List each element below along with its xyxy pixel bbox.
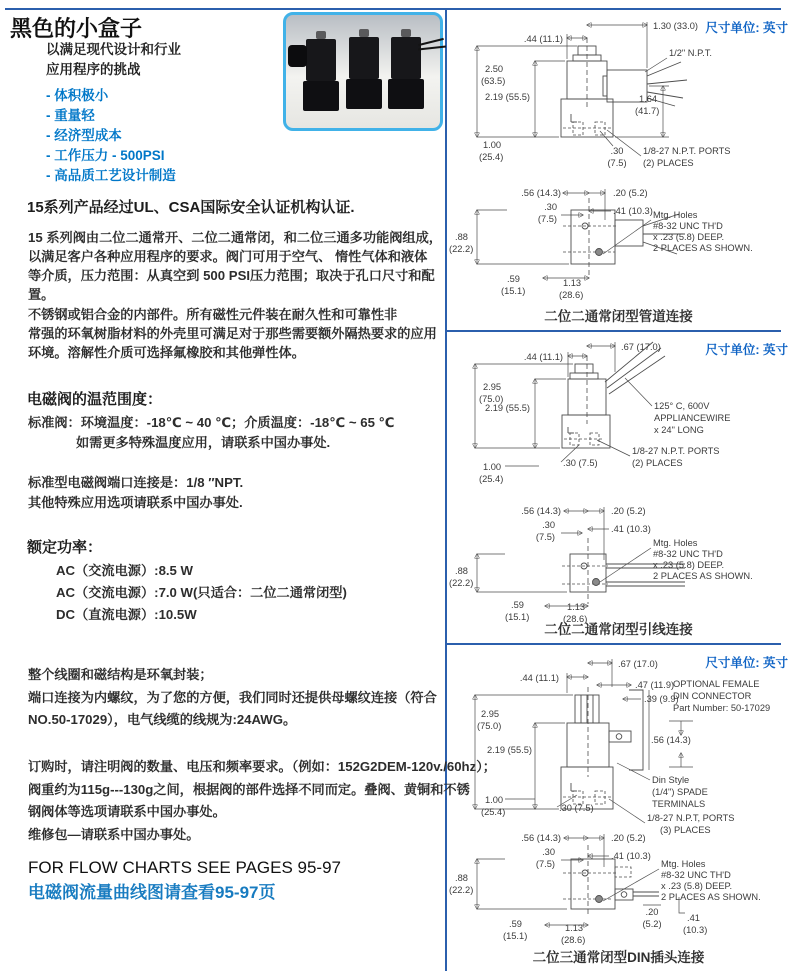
valve-nipple (316, 31, 326, 39)
feature-item: - 重量轻 (46, 108, 95, 123)
ports-note: (2) PLACES (632, 458, 683, 468)
spade-note: (1/4") SPADE (652, 787, 708, 797)
dim-label: (75.0) (479, 394, 504, 404)
epoxy-paragraph (28, 664, 437, 732)
feature-item: - 经济型成本 (46, 128, 122, 143)
certification-heading: 15系列产品经过UL、CSA国际安全认证机构认证. (27, 199, 355, 216)
side-view-dimensions (477, 21, 731, 168)
dim-label: .59 (507, 274, 520, 284)
dim-label: (28.6) (563, 614, 588, 624)
dim-label: 2.19 (55.5) (485, 403, 530, 413)
dim-label: .41 (10.3) (611, 524, 651, 534)
paragraph-line: NO.50-17029），电气线缆的线规为:24AWG。 (28, 712, 297, 727)
spade-note: TERMINALS (652, 799, 706, 809)
dim-label: (25.4) (481, 807, 506, 817)
mtg-note: 2 PLACES AS SHOWN. (661, 892, 761, 902)
dim-label: 2.50 (485, 64, 504, 74)
dim-label: .39 (9.9) (644, 694, 679, 704)
dim-label: .30 (7.5) (559, 803, 594, 813)
intro-paragraph (28, 228, 442, 304)
dim-label: .88 (455, 873, 468, 883)
dim-label: .30 (542, 520, 555, 530)
dim-label: 2.19 (55.5) (487, 745, 532, 755)
dim-label: (5.2) (642, 919, 662, 929)
valve-left (303, 31, 339, 115)
dim-label: 2.95 (483, 382, 502, 392)
dim-label: .41 (10.3) (613, 206, 653, 216)
dim-label: .47 (11.9) (635, 680, 675, 690)
side-view-dimensions (475, 659, 770, 835)
bottom-view-dimensions (449, 188, 753, 300)
dim-label: .30 (610, 146, 624, 156)
valve-side-view (561, 687, 649, 809)
subtitle-line: 应用程序的挑战 (46, 62, 141, 77)
dim-label: 1.13 (565, 923, 584, 933)
temperature-line-2: 如需更多特殊温度应用，请联系中国办事处. (76, 435, 331, 450)
paragraph-line: 15 系列阀由二位二通常开、二位二通常闭，和二位三通多功能阀组成， (28, 230, 442, 245)
dim-label: 1.13 (563, 278, 582, 288)
dim-label: .88 (455, 566, 468, 576)
mtg-note: #8-32 UNC TH'D (661, 870, 731, 880)
valve-base (303, 81, 339, 111)
dim-label: 1.13 (567, 602, 586, 612)
dim-label: (7.5) (607, 158, 627, 168)
drawing-caption: 二位二通常闭型引线连接 (544, 622, 693, 637)
wire-note: x 24" LONG (654, 425, 704, 435)
paragraph-line: 端口连接为内螺纹，为了您的方便，我们同时还提供母螺纹连接（符合 (28, 689, 437, 705)
mtg-note: #8-32 UNC TH'D (653, 549, 723, 559)
mtg-note: #8-32 UNC TH'D (653, 221, 723, 231)
dim-label: (7.5) (535, 859, 555, 869)
dim-label: .20 (5.2) (611, 833, 646, 843)
power-line: AC（交流电源）:7.0 W(只适合：二位二通常闭型) (56, 585, 347, 600)
temperature-line-1: 标准阀：环境温度：-18℃ ~ 40 ℃；介质温度：-18℃ ~ 65 ℃ (28, 415, 395, 430)
dim-label: .67 (17.0) (621, 342, 661, 352)
dim-label: .44 (11.1) (519, 673, 559, 683)
dim-label: .20 (645, 907, 659, 917)
valve-wire (418, 38, 444, 46)
ports-note: 1/8-27 N.P.T. PORTS (643, 146, 731, 156)
drawing-pipe-connection (447, 10, 800, 330)
flow-charts-note-zh: 电磁阀流量曲线图请查看95-97页 (28, 883, 276, 902)
drawing-din-connection (447, 645, 800, 971)
dim-label: .30 (542, 847, 555, 857)
unit-label: 尺寸单位: 英寸 (705, 21, 788, 35)
dim-label: .41 (687, 913, 700, 923)
valve-nipple (401, 29, 411, 37)
ports-note: (3) PLACES (660, 825, 711, 835)
drawing-2-art (447, 332, 797, 624)
paragraph-line: 整个线圈和磁结构是环氧封装； (28, 667, 213, 682)
power-line: AC（交流电源）:8.5 W (56, 563, 194, 578)
dim-label: .44 (11.1) (523, 34, 563, 44)
mtg-note: 2 PLACES AS SHOWN. (653, 571, 753, 581)
dim-label: .30 (7.5) (563, 458, 598, 468)
ordering-paragraph (28, 756, 496, 846)
dim-label: (25.4) (479, 152, 504, 162)
temperature-heading: 电磁阀的温范围度： (27, 391, 163, 408)
mtg-note: x .23 (5.8) DEEP. (653, 232, 725, 242)
subtitle-line: 以满足现代设计和行业 (46, 42, 181, 57)
paragraph-line: 钢阀体等选项请联系中国办事处。 (28, 804, 226, 819)
dim-label: 1.00 (483, 462, 502, 472)
mtg-note: x .23 (5.8) DEEP. (653, 560, 725, 570)
dim-label: (75.0) (477, 721, 502, 731)
bottom-view-dimensions (449, 506, 753, 624)
spade-note: Din Style (652, 775, 690, 785)
mtg-note: x .23 (5.8) DEEP. (661, 881, 733, 891)
dim-label: .20 (5.2) (611, 506, 646, 516)
dim-label: .56 (14.3) (521, 506, 561, 516)
drawing-caption: 二位三通常闭型DIN插头连接 (532, 950, 705, 965)
drawing-1-art (447, 10, 797, 308)
power-line: DC（直流电源）:10.5W (56, 607, 197, 622)
unit-label: 尺寸单位: 英寸 (705, 343, 788, 357)
page-subtitle (46, 40, 181, 80)
valve-wire (418, 46, 446, 51)
paragraph-line: 不锈钢或铝合金的内部件。所有磁性元件装在耐久性和可靠性非 (28, 307, 398, 322)
unit-label: 尺寸单位: 英寸 (705, 656, 788, 670)
dim-label: (63.5) (481, 76, 506, 86)
dim-label: (10.3) (683, 925, 708, 935)
valve-coil (349, 37, 379, 79)
wire-note: APPLIANCEWIRE (654, 413, 731, 423)
dim-label: .88 (455, 232, 468, 242)
drawing-wire-connection (447, 332, 800, 643)
dim-label: 2.95 (481, 709, 500, 719)
paragraph-line: 阀重约为115g---130g之间，根据阀的部件选择不同而定。叠阀、黄铜和不锈 (28, 781, 470, 797)
materials-paragraph (28, 305, 437, 362)
paragraph-line: 常强的环氧树脂材料的外壳里可满足对于那些需要额外隔热要求的应用 (28, 326, 437, 341)
dim-label: 1.00 (483, 140, 502, 150)
valve-base (346, 79, 382, 109)
feature-item: - 工作压力 - 500PSI (46, 148, 165, 163)
drawing-3-art (447, 645, 797, 945)
paragraph-line: 环境。溶解性介质可选择氟橡胶和其他弹性体。 (28, 345, 305, 360)
valve-side-view (562, 342, 665, 448)
valve-right (388, 29, 424, 113)
dim-label: .59 (511, 600, 524, 610)
dim-label: 1/2" N.P.T. (669, 48, 712, 58)
feature-list (46, 86, 176, 186)
din-note: DIN CONNECTOR (673, 691, 752, 701)
dim-label: 1.64 (639, 94, 658, 104)
dim-label: 1.30 (33.0) (653, 21, 698, 31)
dim-label: (25.4) (479, 474, 504, 484)
ports-note: (2) PLACES (643, 158, 694, 168)
dim-label: (7.5) (535, 532, 555, 542)
dim-label: (41.7) (635, 106, 660, 116)
bottom-view-dimensions (449, 833, 761, 945)
dim-label: (7.5) (537, 214, 557, 224)
dim-label: (15.1) (501, 286, 526, 296)
mtg-note: Mtg. Holes (661, 859, 706, 869)
ports-note: 1/8-27 N.P.T, PORTS (647, 813, 735, 823)
product-photo (283, 12, 443, 131)
ports-note: 1/8-27 N.P.T. PORTS (632, 446, 720, 456)
dim-label: (15.1) (503, 931, 528, 941)
flow-charts-note-en: FOR FLOW CHARTS SEE PAGES 95-97 (28, 858, 342, 877)
dim-label: 2.19 (55.5) (485, 92, 530, 102)
valve-coil (306, 39, 336, 81)
dim-label: .44 (11.1) (523, 352, 563, 362)
mtg-note: Mtg. Holes (653, 210, 698, 220)
port-line-2: 其他特殊应用选项请联系中国办事处. (28, 495, 243, 510)
dim-label: .67 (17.0) (618, 659, 658, 669)
valve-middle (346, 29, 382, 113)
paragraph-line: 以满足客户各种应用程序的要求。阀门可用于空气、 惰性气体和液体 (28, 249, 428, 264)
feature-item: - 体积极小 (46, 88, 109, 103)
valve-connector (288, 45, 307, 67)
port-line-1: 标准型电磁阀端口连接是：1/8 ″NPT. (28, 475, 244, 490)
side-view-dimensions (475, 342, 730, 484)
dim-label: (28.6) (561, 935, 586, 945)
mtg-note: 2 PLACES AS SHOWN. (653, 243, 753, 253)
valve-nipple (359, 29, 369, 37)
dim-label: .30 (544, 202, 557, 212)
drawing-caption: 二位二通常闭型管道连接 (544, 309, 693, 324)
paragraph-line: 置。 (28, 287, 55, 302)
dim-label: (15.1) (505, 612, 530, 622)
dim-label: (22.2) (449, 885, 474, 895)
dim-label: .56 (14.3) (521, 188, 561, 198)
dim-label: (22.2) (449, 578, 474, 588)
paragraph-line: 维修包—请联系中国办事处。 (28, 826, 200, 842)
paragraph-line: 等介质，压力范围：从真空到 500 PSI压力范围；取决于孔口尺寸和配 (28, 268, 435, 283)
dim-label: (22.2) (449, 244, 474, 254)
din-note: Part Number: 50-17029 (673, 703, 771, 713)
dim-label: .20 (5.2) (613, 188, 648, 198)
page-title: 黑色的小盒子 (10, 16, 143, 41)
dim-label: (28.6) (559, 290, 584, 300)
dim-label: .41 (10.3) (611, 851, 651, 861)
dim-label: .56 (14.3) (651, 735, 691, 745)
paragraph-line: 订购时，请注明阀的数量、电压和频率要求。（例如：152G2DEM-120v./60hz）； (28, 759, 496, 774)
dim-label: 1.00 (485, 795, 504, 805)
power-heading: 额定功率： (27, 539, 103, 556)
dim-label: .59 (509, 919, 522, 929)
valve-base (388, 79, 424, 109)
dim-label: .56 (14.3) (521, 833, 561, 843)
din-note: OPTIONAL FEMALE (673, 679, 760, 689)
power-ratings (56, 560, 347, 626)
feature-item: - 高品质工艺设计制造 (46, 168, 176, 183)
valve-coil (391, 37, 421, 79)
wire-note: 125° C, 600V (654, 401, 710, 411)
mtg-note: Mtg. Holes (653, 538, 698, 548)
